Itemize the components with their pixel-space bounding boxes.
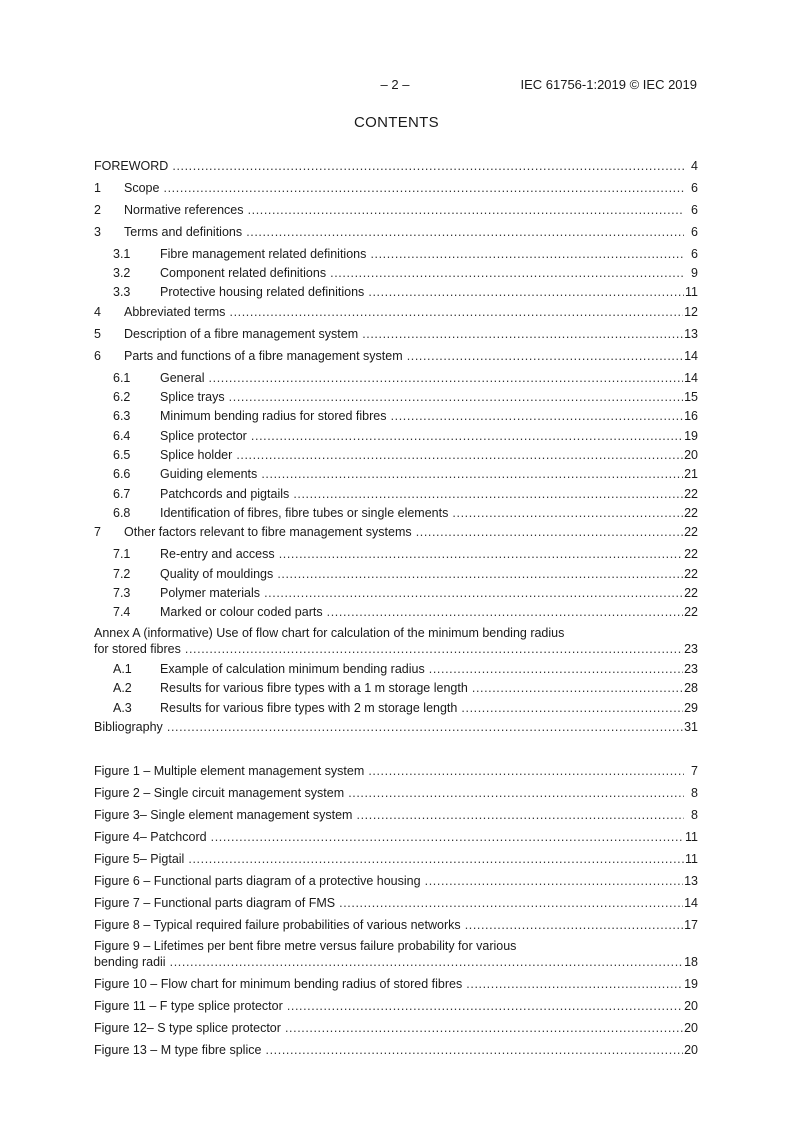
toc-entry-number: 3: [94, 225, 101, 239]
toc-entry[interactable]: [94, 304, 698, 320]
toc-entry-page: 22: [684, 525, 698, 539]
figure-entry-text: Figure 12– S type splice protector .....: [94, 1020, 684, 1036]
toc-entry-text: Abbreviated terms .....: [124, 304, 684, 320]
toc-entry-page: 31: [684, 720, 698, 734]
toc-entry-number: A.1: [113, 662, 132, 676]
figure-entry-page: 18: [684, 955, 698, 969]
figure-entry-page: 8: [691, 808, 698, 822]
figure-entry-text: Figure 8 – Typical required failure probabilities of various networks .....: [94, 917, 684, 933]
toc-entry-page: 6: [691, 225, 698, 239]
toc-entry-text: Normative references .....: [124, 202, 684, 218]
toc-entry-text: Description of a fibre management system .....: [124, 326, 684, 342]
toc-entry-text: Splice holder .....: [160, 447, 684, 463]
toc-entry-text: Fibre management related definitions .....: [160, 246, 684, 262]
toc-entry-number: 7.1: [113, 547, 131, 561]
page-header-number: – 2 –: [380, 77, 410, 92]
toc-entry[interactable]: [94, 326, 698, 342]
toc-entry-text: Terms and definitions .....: [124, 224, 684, 240]
figure-entry[interactable]: [94, 976, 698, 992]
toc-entry-text: Results for various fibre types with 2 m storage length .....: [160, 700, 684, 716]
toc-entry[interactable]: [94, 284, 698, 300]
annex-a-entry[interactable]: [94, 641, 698, 657]
toc-entry-number: A.3: [113, 701, 132, 715]
toc-entry-number: 7.2: [113, 567, 131, 581]
toc-entry[interactable]: [94, 408, 698, 424]
toc-entry[interactable]: [94, 389, 698, 405]
figure-entry-text: Figure 11 – F type splice protector .....: [94, 998, 684, 1014]
figure-entry-text: Figure 2 – Single circuit management system .....: [94, 785, 684, 801]
toc-entry-number: 6.5: [113, 448, 131, 462]
toc-entry-page: 22: [684, 487, 698, 501]
toc-entry-page: 22: [684, 605, 698, 619]
toc-entry-page: 14: [684, 349, 698, 363]
toc-entry-text: Re-entry and access .....: [160, 546, 684, 562]
figure-entry[interactable]: [94, 998, 698, 1014]
toc-entry[interactable]: [94, 585, 698, 601]
toc-entry-page: 6: [691, 247, 698, 261]
toc-entry-number: 6.8: [113, 506, 131, 520]
toc-entry-number: 3.3: [113, 285, 131, 299]
figure-entry-text: Figure 10 – Flow chart for minimum bending radius of stored fibres .....: [94, 976, 684, 992]
toc-entry-text: Quality of mouldings .....: [160, 566, 684, 582]
toc-entry-number: 6.4: [113, 429, 131, 443]
figure-entry-page: 20: [684, 1043, 698, 1057]
toc-entry-page: 23: [684, 662, 698, 676]
figure-entry[interactable]: [94, 954, 698, 970]
toc-entry-page: 22: [684, 547, 698, 561]
figure-entry-text: Figure 3– Single element management system .....: [94, 807, 684, 823]
figure-entry[interactable]: [94, 851, 698, 867]
toc-entry[interactable]: [94, 348, 698, 364]
toc-entry-text: Protective housing related definitions .....: [160, 284, 684, 300]
toc-entry-text: Bibliography .....: [94, 719, 684, 735]
toc-entry-page: 22: [684, 586, 698, 600]
toc-entry-page: 6: [691, 203, 698, 217]
figure-entry-text: Figure 1 – Multiple element management system .....: [94, 763, 684, 779]
toc-entry-number: 6: [94, 349, 101, 363]
figure-entry-page: 20: [684, 999, 698, 1013]
figure-entry-page: 20: [684, 1021, 698, 1035]
toc-entry-number: 7.4: [113, 605, 131, 619]
toc-entry-text: FOREWORD .....: [94, 158, 684, 174]
toc-entry-page: 15: [684, 390, 698, 404]
toc-entry-text: Identification of fibres, fibre tubes or single elements .....: [160, 505, 684, 521]
toc-entry-bibliography[interactable]: [94, 719, 698, 735]
toc-entry-page: 6: [691, 181, 698, 195]
toc-entry[interactable]: [94, 566, 698, 582]
figure-entry[interactable]: [94, 785, 698, 801]
figure-entry-page: 7: [691, 764, 698, 778]
figure-entry-text: Figure 7 – Functional parts diagram of FMS .....: [94, 895, 684, 911]
toc-entry-number: 6.3: [113, 409, 131, 423]
toc-entry[interactable]: [94, 524, 698, 540]
figure-entry[interactable]: [94, 917, 698, 933]
toc-entry-page: 20: [684, 448, 698, 462]
toc-entry-number: 2: [94, 203, 101, 217]
toc-entry-text: Parts and functions of a fibre management system .....: [124, 348, 684, 364]
toc-entry-page: 21: [684, 467, 698, 481]
figure-entry-text: bending radii .....: [94, 954, 684, 970]
figure-entry-page: 13: [684, 874, 698, 888]
toc-entry-text: Patchcords and pigtails .....: [160, 486, 684, 502]
toc-entry-text: Other factors relevant to fibre management systems .....: [124, 524, 684, 540]
toc-entry-number: 6.2: [113, 390, 131, 404]
toc-entry-page: 9: [691, 266, 698, 280]
toc-entry[interactable]: [94, 370, 698, 386]
toc-entry-page: 11: [685, 285, 698, 299]
figure-entry[interactable]: [94, 1042, 698, 1058]
toc-entry-page: 19: [684, 429, 698, 443]
toc-entry-number: 4: [94, 305, 101, 319]
toc-entry-number: 6.1: [113, 371, 131, 385]
annex-a-title-cont: for stored fibres .....: [94, 641, 684, 657]
toc-entry-text: Polymer materials .....: [160, 585, 684, 601]
toc-entry-page: 16: [684, 409, 698, 423]
figure-entry-text: Figure 4– Patchcord .....: [94, 829, 684, 845]
figure-entry-page: 11: [685, 852, 698, 866]
toc-entry[interactable]: [94, 505, 698, 521]
figure-9-title[interactable]: Figure 9 – Lifetimes per bent fibre metre versus failure probability for various: [94, 939, 517, 953]
figure-entry-page: 11: [685, 830, 698, 844]
toc-entry-page: 14: [684, 371, 698, 385]
toc-entry-text: Component related definitions .....: [160, 265, 684, 281]
toc-entry-page: 29: [684, 701, 698, 715]
toc-entry[interactable]: [94, 180, 698, 196]
figure-entry[interactable]: [94, 763, 698, 779]
toc-entry-page: 23: [684, 642, 698, 656]
toc-entry-text: Minimum bending radius for stored fibres .....: [160, 408, 684, 424]
toc-entry[interactable]: [94, 466, 698, 482]
toc-entry-number: A.2: [113, 681, 132, 695]
toc-entry-number: 6.6: [113, 467, 131, 481]
figure-entry-page: 14: [684, 896, 698, 910]
toc-entry-number: 3.2: [113, 266, 131, 280]
toc-entry[interactable]: [94, 604, 698, 620]
toc-entry[interactable]: [94, 428, 698, 444]
toc-entry-number: 5: [94, 327, 101, 341]
toc-entry[interactable]: [94, 447, 698, 463]
toc-entry[interactable]: [94, 661, 698, 677]
toc-entry[interactable]: [94, 158, 698, 174]
toc-entry-number: 7.3: [113, 586, 131, 600]
figure-entry[interactable]: [94, 873, 698, 889]
figure-entry-text: Figure 5– Pigtail .....: [94, 851, 684, 867]
toc-entry[interactable]: [94, 486, 698, 502]
figure-entry-text: Figure 13 – M type fibre splice .....: [94, 1042, 684, 1058]
figure-entry-page: 17: [684, 918, 698, 932]
toc-entry-page: 4: [691, 159, 698, 173]
toc-entry-text: Example of calculation minimum bending radius .....: [160, 661, 684, 677]
toc-entry-number: 1: [94, 181, 101, 195]
toc-entry-text: Splice trays .....: [160, 389, 684, 405]
toc-entry[interactable]: [94, 202, 698, 218]
figure-entry-text: Figure 6 – Functional parts diagram of a protective housing .....: [94, 873, 684, 889]
toc-entry-page: 28: [684, 681, 698, 695]
toc-entry-text: Scope .....: [124, 180, 684, 196]
page-title: CONTENTS: [354, 114, 439, 131]
annex-a-title[interactable]: Annex A (informative) Use of flow chart for calculation of the minimum bending radius: [94, 626, 565, 640]
toc-entry-text: Marked or colour coded parts .....: [160, 604, 684, 620]
toc-entry-page: 12: [684, 305, 698, 319]
toc-entry[interactable]: [94, 680, 698, 696]
toc-entry-page: 22: [684, 567, 698, 581]
toc-entry[interactable]: [94, 246, 698, 262]
figure-entry[interactable]: [94, 807, 698, 823]
toc-entry[interactable]: [94, 224, 698, 240]
toc-entry-text: Results for various fibre types with a 1 m storage length .....: [160, 680, 684, 696]
figure-entry[interactable]: [94, 1020, 698, 1036]
toc-entry-text: Splice protector .....: [160, 428, 684, 444]
page-header-standard: IEC 61756-1:2019 © IEC 2019: [520, 77, 697, 92]
toc-entry-number: 3.1: [113, 247, 131, 261]
figure-entry[interactable]: [94, 895, 698, 911]
toc-entry-page: 22: [684, 506, 698, 520]
toc-entry-text: General .....: [160, 370, 684, 386]
toc-entry[interactable]: [94, 265, 698, 281]
figure-entry-page: 8: [691, 786, 698, 800]
figure-entry-page: 19: [684, 977, 698, 991]
figure-entry[interactable]: [94, 829, 698, 845]
toc-entry-page: 13: [684, 327, 698, 341]
toc-entry-number: 6.7: [113, 487, 131, 501]
toc-entry[interactable]: [94, 546, 698, 562]
toc-entry-number: 7: [94, 525, 101, 539]
toc-entry-text: Guiding elements .....: [160, 466, 684, 482]
toc-entry[interactable]: [94, 700, 698, 716]
